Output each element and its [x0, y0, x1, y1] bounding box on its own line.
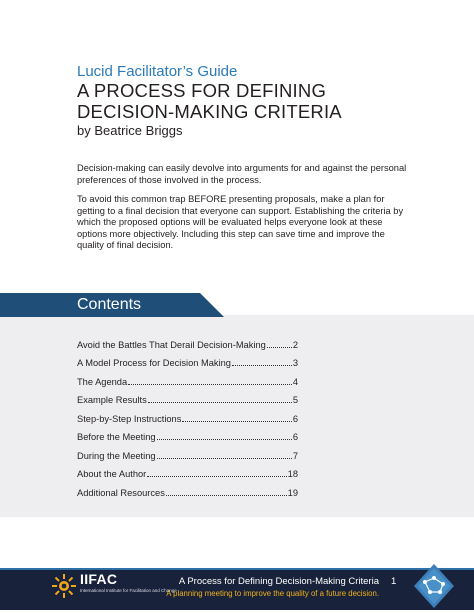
logo-subtitle: International Institute for Facilitation and Change	[80, 588, 177, 593]
toc-item-label: Additional Resources	[77, 488, 165, 498]
toc-item[interactable]	[77, 487, 298, 499]
toc-item[interactable]	[77, 450, 298, 462]
toc-item-page: 6	[292, 414, 298, 424]
toc-leader-dots	[267, 347, 292, 348]
toc-item-label: Before the Meeting	[77, 432, 156, 442]
page-number: 1	[391, 576, 397, 587]
toc-item-page: 3	[292, 358, 298, 368]
toc-item-label: During the Meeting	[77, 451, 156, 461]
toc-item-label: A Model Process for Decision Making	[77, 358, 231, 368]
toc-leader-dots	[232, 365, 292, 366]
toc-leader-dots	[166, 495, 287, 496]
toc-leader-dots	[157, 458, 292, 459]
network-diamond-icon	[412, 562, 456, 610]
iifac-sun-logo-icon	[52, 574, 76, 598]
toc-item[interactable]	[77, 339, 298, 351]
intro-paragraph-1: Decision-making can easily devolve into arguments for and against the personal preferences of those involved in the process.	[77, 163, 407, 185]
toc-item[interactable]	[77, 431, 298, 443]
toc-item-label: Avoid the Battles That Derail Decision-Making	[77, 340, 266, 350]
toc-item-page: 2	[292, 340, 298, 350]
author-line: by Beatrice Briggs	[77, 123, 183, 138]
toc-item-label: Step-by-Step Instructions	[77, 414, 182, 424]
toc-item-label: The Agenda	[77, 377, 128, 387]
toc-leader-dots	[157, 439, 292, 440]
toc-item-page: 19	[287, 488, 298, 498]
toc-leader-dots	[182, 421, 291, 422]
toc-item-page: 7	[292, 451, 298, 461]
toc-item-label: Example Results	[77, 395, 147, 405]
logo-wordmark: IIFAC	[80, 571, 118, 587]
toc-item[interactable]	[77, 357, 298, 369]
contents-heading: Contents	[77, 296, 142, 313]
toc-leader-dots	[128, 384, 292, 385]
toc-leader-dots	[147, 476, 286, 477]
toc-item-page: 5	[292, 395, 298, 405]
footer-tagline: A planning meeting to improve the quality of a future decision.	[166, 589, 379, 598]
guide-series-label: Lucid Facilitator’s Guide	[77, 63, 238, 80]
document-title: A PROCESS FOR DEFINING DECISION-MAKING CRITERIA	[77, 80, 342, 122]
footer-accent-line	[0, 568, 474, 570]
toc-item-page: 4	[292, 377, 298, 387]
toc-item[interactable]	[77, 394, 298, 406]
footer-document-title: A Process for Defining Decision-Making Criteria	[178, 576, 379, 587]
toc-item-page: 18	[287, 469, 298, 479]
toc-leader-dots	[148, 402, 292, 403]
toc-item[interactable]	[77, 413, 298, 425]
toc-item-page: 6	[292, 432, 298, 442]
toc-item-label: About the Author	[77, 469, 147, 479]
toc-item[interactable]	[77, 376, 298, 388]
toc-item[interactable]	[77, 468, 298, 480]
intro-paragraph-2: To avoid this common trap BEFORE presenting proposals, make a plan for getting to a final decision that everyone can support. Establishing the criteria by which the proposed options will be evaluated helps everyone look at these options more objectively. Including this step can save time and improve the quality of final decision.	[77, 194, 404, 251]
